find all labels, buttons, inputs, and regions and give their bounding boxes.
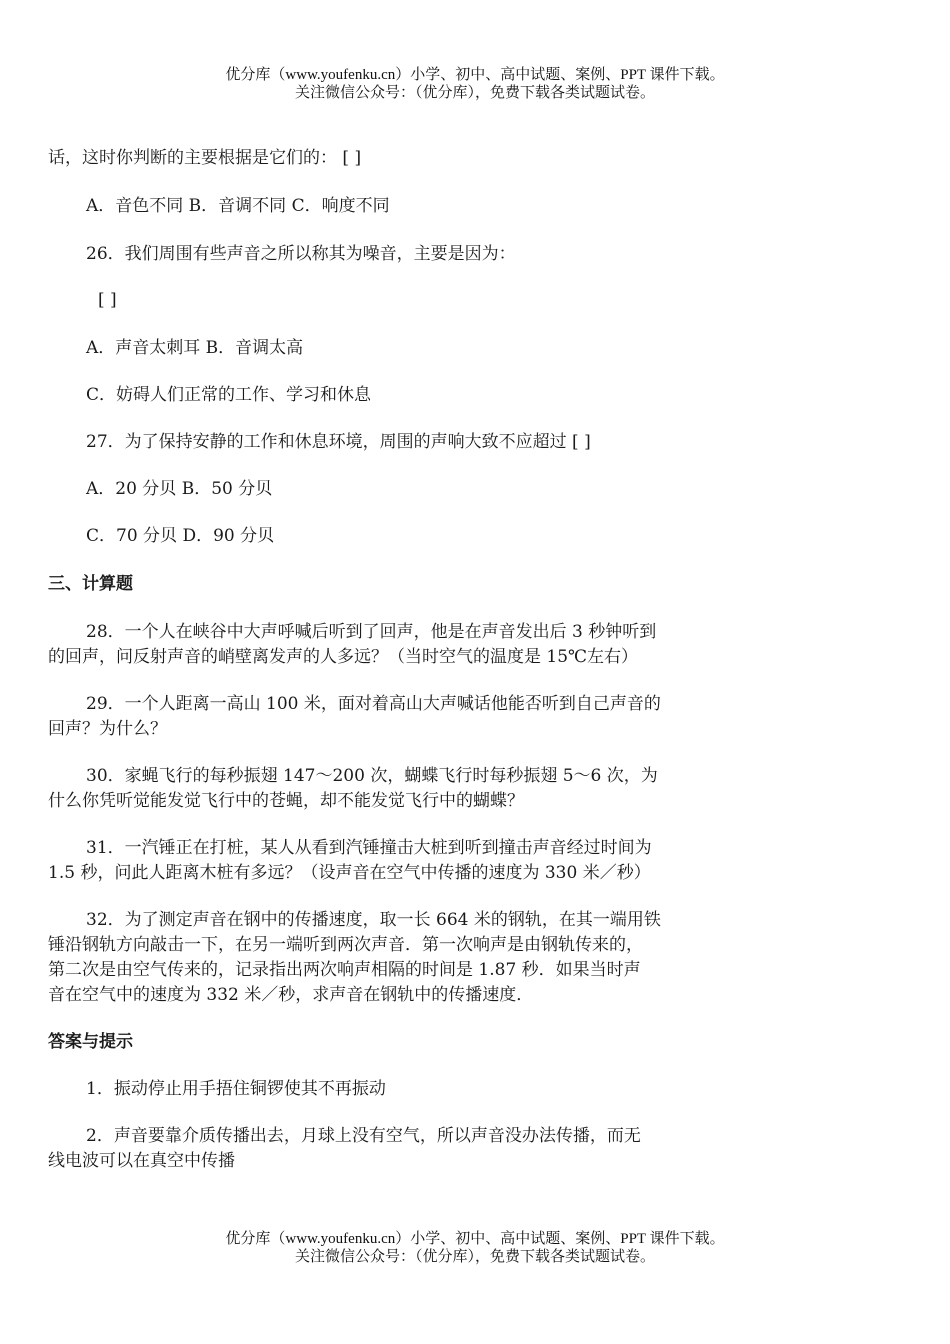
answer-2-line-2: 线电波可以在真空中传播 <box>48 1151 235 1171</box>
page-header <box>0 66 950 102</box>
section-3-title: 三、计算题 <box>48 574 133 594</box>
q32-line-3: 第二次是由空气传来的，记录指出两次响声相隔的时间是 1.87 秒．如果当时声 <box>48 960 641 980</box>
answer-2-line-1: 2．声音要靠介质传播出去，月球上没有空气，所以声音没办法传播，而无 <box>86 1126 641 1146</box>
q26-options-ab: A．声音太刺耳 B．音调太高 <box>86 338 304 358</box>
footer-line-1: 优分库（www.youfenku.cn）小学、初中、高中试题、案例、PPT 课件下载。 <box>225 1231 725 1247</box>
q28-line-1: 28．一个人在峡谷中大声呼喊后听到了回声，他是在声音发出后 3 秒钟听到 <box>86 622 657 642</box>
header-line-1: 优分库（www.youfenku.cn）小学、初中、高中试题、案例、PPT 课件下载。 <box>225 67 725 83</box>
q27-options-cd: C．70 分贝 D．90 分贝 <box>86 526 275 546</box>
q30-line-2: 什么你凭听觉能发觉飞行中的苍蝇，却不能发觉飞行中的蝴蝶？ <box>48 791 524 811</box>
q31-line-2: 1.5 秒，问此人距离木桩有多远？（设声音在空气中传播的速度为 330 米／秒） <box>48 863 651 883</box>
q32-line-1: 32．为了测定声音在钢中的传播速度，取一长 664 米的钢轨，在其一端用铁 <box>86 910 661 930</box>
q32-line-4: 音在空气中的速度为 332 米／秒，求声音在钢轨中的传播速度． <box>48 985 534 1005</box>
q32-line-2: 锤沿钢轨方向敲击一下，在另一端听到两次声音．第一次响声是由钢轨传来的， <box>48 935 643 955</box>
footer-line-2: 关注微信公众号：（优分库），免费下载各类试题试卷。 <box>294 1249 655 1265</box>
q26-stem: 26．我们周围有些声音之所以称其为噪音，主要是因为： <box>86 244 516 264</box>
q27-options-ab: A．20 分贝 B．50 分贝 <box>86 479 273 499</box>
answers-title: 答案与提示 <box>48 1032 133 1052</box>
q25-options: A．音色不同 B．音调不同 C．响度不同 <box>86 196 390 216</box>
page-footer <box>0 1230 950 1266</box>
q30-line-1: 30．家蝇飞行的每秒振翅 147～200 次，蝴蝶飞行时每秒振翅 5～6 次，为 <box>86 766 658 786</box>
q31-line-1: 31．一汽锤正在打桩，某人从看到汽锤撞击大桩到听到撞击声音经过时间为 <box>86 838 652 858</box>
q27-stem: 27．为了保持安静的工作和休息环境，周围的声响大致不应超过 [ ] <box>86 432 591 452</box>
header-line-2: 关注微信公众号：（优分库），免费下载各类试题试卷。 <box>294 85 655 101</box>
q29-line-2: 回声？为什么？ <box>48 719 167 739</box>
q25-tail: 话，这时你判断的主要根据是它们的： [ ] <box>48 148 362 168</box>
q26-option-c: C．妨碍人们正常的工作、学习和休息 <box>86 385 372 405</box>
answer-1: 1．振动停止用手捂住铜锣使其不再振动 <box>86 1079 386 1099</box>
q26-bracket: [ ] <box>98 290 117 310</box>
q29-line-1: 29．一个人距离一高山 100 米，面对着高山大声喊话他能否听到自己声音的 <box>86 694 661 714</box>
q28-line-2: 的回声，问反射声音的峭壁离发声的人多远？（当时空气的温度是 15℃左右） <box>48 647 639 667</box>
